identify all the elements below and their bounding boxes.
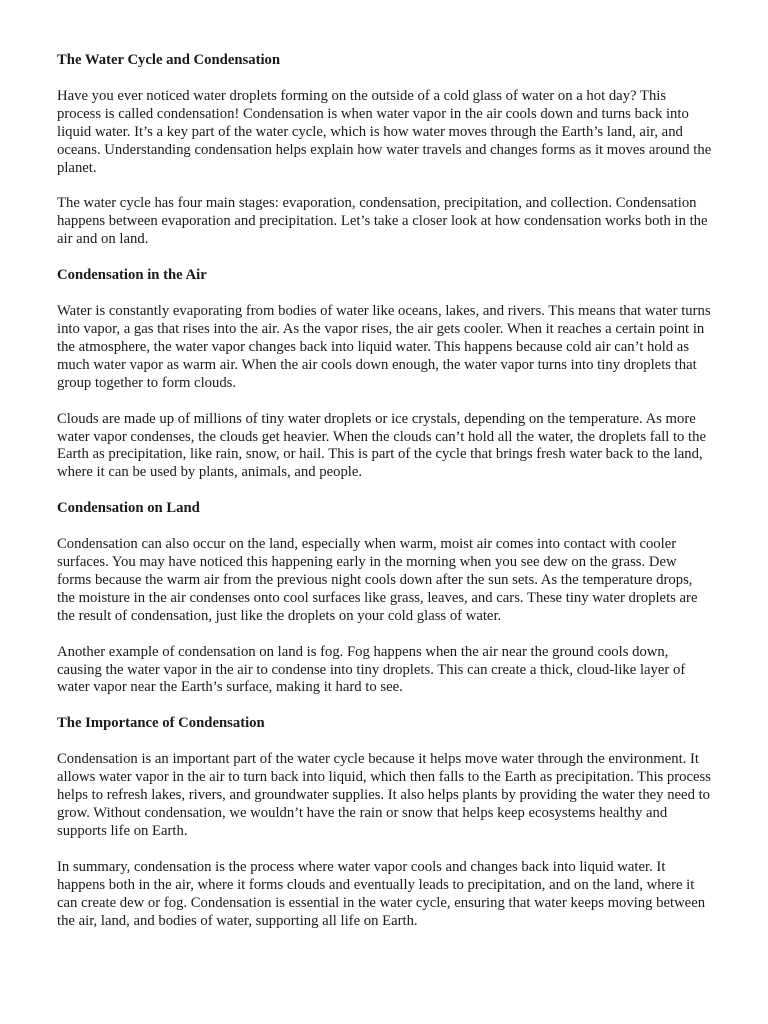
section-paragraph: Another example of condensation on land is fog. Fog happens when the air near the ground cools down, causing the water vapor in the air to condense into tiny droplets. This can create a thick, cloud-like layer of water vapor near the Earth’s surface, making it hard to see. [57,643,686,696]
section-heading: The Importance of Condensation [57,715,265,732]
document-page [57,52,713,948]
section-paragraph: In summary, condensation is the process where water vapor cools and changes back into liquid water. It happens both in the air, where it forms clouds and eventually leads to precipitation, and on the land, where it can create dew or fog. Condensation is essential in the water cycle, ensuring that water keeps moving between the air, land, and bodies of water, supporting all life on Earth. [57,858,706,929]
section-heading: Condensation on Land [57,500,200,517]
section-heading: Condensation in the Air [57,267,207,284]
section-paragraph: Clouds are made up of millions of tiny water droplets or ice crystals, depending on the temperature. As more water vapor condenses, the clouds get heavier. When the clouds can’t hold all the water, the droplets fall to the Earth as precipitation, like rain, snow, or hail. This is part of the cycle that brings fresh water back to the land, where it can be used by plants, animals, and people. [57,410,706,481]
intro-paragraph: The water cycle has four main stages: evaporation, condensation, precipitation, and collection. Condensation happens between evaporation and precipitation. Let’s take a closer look at how condensation works both in the air and on land. [57,195,708,248]
section-paragraph: Water is constantly evaporating from bodies of water like oceans, lakes, and rivers. This means that water turns into vapor, a gas that rises into the air. As the vapor rises, the air gets cooler. When it reaches a certain point in the atmosphere, the water vapor changes back into liquid water. This happens because cold air can’t hold as much water vapor as warm air. When the air cools down enough, the water vapor turns into tiny droplets that group together to form clouds. [57,303,711,391]
section-paragraph: Condensation can also occur on the land, especially when warm, moist air comes into contact with cooler surfaces. You may have noticed this happening early in the morning when you see dew on the grass. Dew forms because the warm air from the previous night cools down after the sun sets. As the temperature drops, the moisture in the air condenses onto cool surfaces like grass, leaves, and cars. These tiny water droplets are the result of condensation, just like the droplets on your cold glass of water. [57,536,698,624]
intro-paragraph: Have you ever noticed water droplets forming on the outside of a cold glass of water on a hot day? This process is called condensation! Condensation is when water vapor in the air cools down and turns back into liquid water. It’s a key part of the water cycle, which is how water moves through the Earth’s land, air, and oceans. Understanding condensation helps explain how water travels and changes forms as it moves around the planet. [57,87,712,176]
document-title: The Water Cycle and Condensation [57,52,281,68]
section-paragraph: Condensation is an important part of the water cycle because it helps move water through the environment. It allows water vapor in the air to turn back into liquid, which then falls to the Earth as precipitation. This process helps to refresh lakes, rivers, and groundwater supplies. It also helps plants by providing the water they need to grow. Without condensation, we wouldn’t have the rain or snow that helps keep ecosystems healthy and supports life on Earth. [57,751,711,839]
